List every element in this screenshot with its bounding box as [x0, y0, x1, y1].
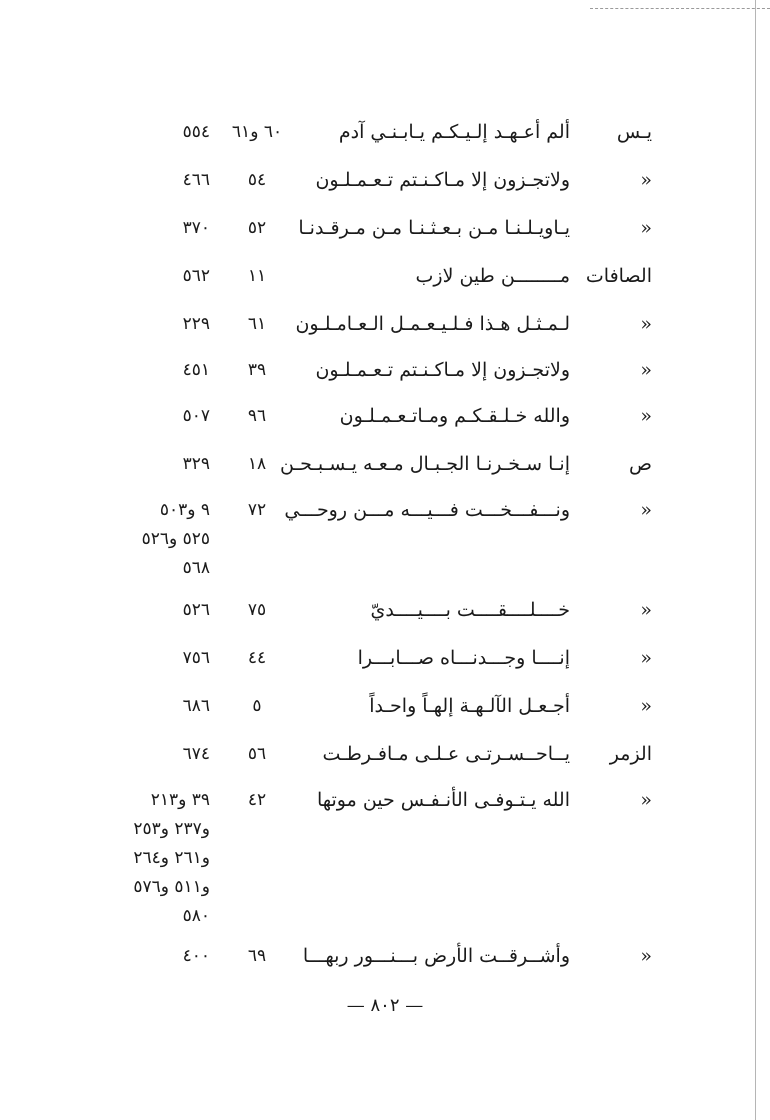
ayah-number: ١١ — [247, 266, 267, 286]
surah-name: « — [640, 313, 652, 335]
surah-name: « — [640, 789, 652, 811]
page-reference: ٦٨٦ — [182, 696, 210, 716]
page-reference: ٥٢٥ و٥٢٦ — [141, 529, 210, 549]
verse-text: ألم أعـهـد إلـيـكـم يـابـنـي آدم — [338, 121, 570, 143]
page-references — [60, 214, 210, 243]
index-entry — [0, 118, 770, 158]
page-references — [60, 496, 210, 583]
page-references — [60, 786, 210, 931]
ayah-number: ٦٠ و٦١ — [231, 122, 283, 142]
page-references — [60, 262, 210, 291]
surah-name: ص — [629, 453, 652, 475]
index-entry — [0, 692, 770, 732]
verse-text: الله يـتـوفـى الأنـفـس حين موتها — [316, 789, 570, 811]
surah-name: « — [640, 499, 652, 521]
index-entry — [0, 214, 770, 254]
ayah-number: ٣٩ — [247, 360, 267, 380]
verse-text: وأشــرقــت الأرض بـــنـــور ربهـــا — [302, 945, 570, 967]
page-reference: و٥١١ و٥٧٦ — [133, 877, 210, 897]
page-reference: ٥٥٤ — [182, 122, 210, 142]
page-number: — ٨٠٢ — — [346, 995, 424, 1016]
page-references — [60, 692, 210, 721]
page-references — [60, 942, 210, 971]
page-reference: ٤٥١ — [182, 360, 210, 380]
page-reference: ٥٢٦ — [182, 600, 210, 620]
page-reference: ٦٧٤ — [182, 744, 210, 764]
page-references — [60, 740, 210, 769]
ayah-number: ٩٦ — [247, 406, 267, 426]
surah-name: « — [640, 405, 652, 427]
verse-text: أجـعـل الآلـهـة إلهـاً واحـداً — [369, 695, 570, 717]
page-reference: ٣٧٠ — [182, 218, 210, 238]
verse-text: مــــــــن طين لازب — [415, 265, 570, 287]
page-reference: ٩ و٥٠٣ — [159, 500, 210, 520]
surah-name: الصافات — [585, 265, 652, 287]
surah-name: « — [640, 945, 652, 967]
verse-text: يـاويـلـنـا مـن بـعـثـنـا مـن مـرقـدنـا — [298, 217, 570, 239]
verse-text: خــــلــــقــــت بــــيــــديّ — [370, 599, 570, 621]
index-entry — [0, 262, 770, 302]
index-entry — [0, 786, 770, 926]
page-reference: ٣٩ و٢١٣ — [150, 790, 210, 810]
page-reference: ٤٦٦ — [182, 170, 210, 190]
page-references — [60, 356, 210, 385]
index-entry — [0, 644, 770, 684]
ayah-number: ٥٤ — [247, 170, 267, 190]
page-references — [60, 596, 210, 625]
page-reference: و٢٦١ و٢٦٤ — [133, 848, 210, 868]
verse-text: ولاتجـزون إلا مـاكـنـتم تـعـمـلـون — [315, 359, 570, 381]
index-entry — [0, 166, 770, 206]
verse-text: ونـــفـــخـــت فـــيـــه مـــن روحـــي — [284, 499, 570, 521]
index-entry — [0, 450, 770, 490]
page-reference: ٧٥٦ — [182, 648, 210, 668]
page-reference: ٥٦٢ — [182, 266, 210, 286]
ayah-number: ٤٢ — [247, 790, 267, 810]
page-references — [60, 166, 210, 195]
index-entry — [0, 496, 770, 578]
page-reference: ٥٦٨ — [182, 558, 210, 578]
surah-name: يـس — [616, 121, 652, 143]
page-reference: ٥٠٧ — [182, 406, 210, 426]
surah-name: « — [640, 695, 652, 717]
ayah-number: ٥ — [252, 696, 262, 716]
page-reference: ٥٨٠ — [182, 906, 210, 926]
verse-text: يــاحــسـرتـى عـلـى مـافـرطـت — [322, 743, 570, 765]
page-references — [60, 450, 210, 479]
index-entry — [0, 596, 770, 636]
surah-name: « — [640, 217, 652, 239]
index-entry — [0, 402, 770, 442]
surah-name: « — [640, 359, 652, 381]
verse-text: ولاتجـزون إلا مـاكـنـتم تـعـمـلـون — [315, 169, 570, 191]
ayah-number: ٥٦ — [247, 744, 267, 764]
verse-text: إنــــا وجـــدنـــاه صـــابـــرا — [357, 647, 570, 669]
page-reference: و٢٣٧ و٢٥٣ — [133, 819, 210, 839]
page-references — [60, 644, 210, 673]
page-references — [60, 118, 210, 147]
verse-text: والله خـلـقـكـم ومـاتـعـمـلـون — [339, 405, 570, 427]
index-entry — [0, 356, 770, 396]
page-reference: ٤٠٠ — [182, 946, 210, 966]
index-entry — [0, 942, 770, 982]
page-reference: ٢٢٩ — [182, 314, 210, 334]
ayah-number: ٥٢ — [247, 218, 267, 238]
index-entry — [0, 310, 770, 350]
surah-name: الزمر — [609, 743, 652, 765]
surah-name: « — [640, 169, 652, 191]
page-references — [60, 402, 210, 431]
ayah-number: ٧٢ — [247, 500, 267, 520]
ayah-number: ٦١ — [247, 314, 267, 334]
ayah-number: ٤٤ — [247, 648, 267, 668]
top-dashed-rule — [590, 8, 770, 9]
ayah-number: ٧٥ — [247, 600, 267, 620]
verse-text: لـمـثـل هـذا فـلـيـعـمـل الـعـامـلـون — [295, 313, 570, 335]
surah-name: « — [640, 647, 652, 669]
index-entry — [0, 740, 770, 780]
ayah-number: ١٨ — [247, 454, 267, 474]
ayah-number: ٦٩ — [247, 946, 267, 966]
page-reference: ٣٢٩ — [182, 454, 210, 474]
surah-name: « — [640, 599, 652, 621]
verse-text: إنـا سـخـرنـا الجـبـال مـعـه يـسـبـحـن — [280, 453, 570, 475]
page-references — [60, 310, 210, 339]
